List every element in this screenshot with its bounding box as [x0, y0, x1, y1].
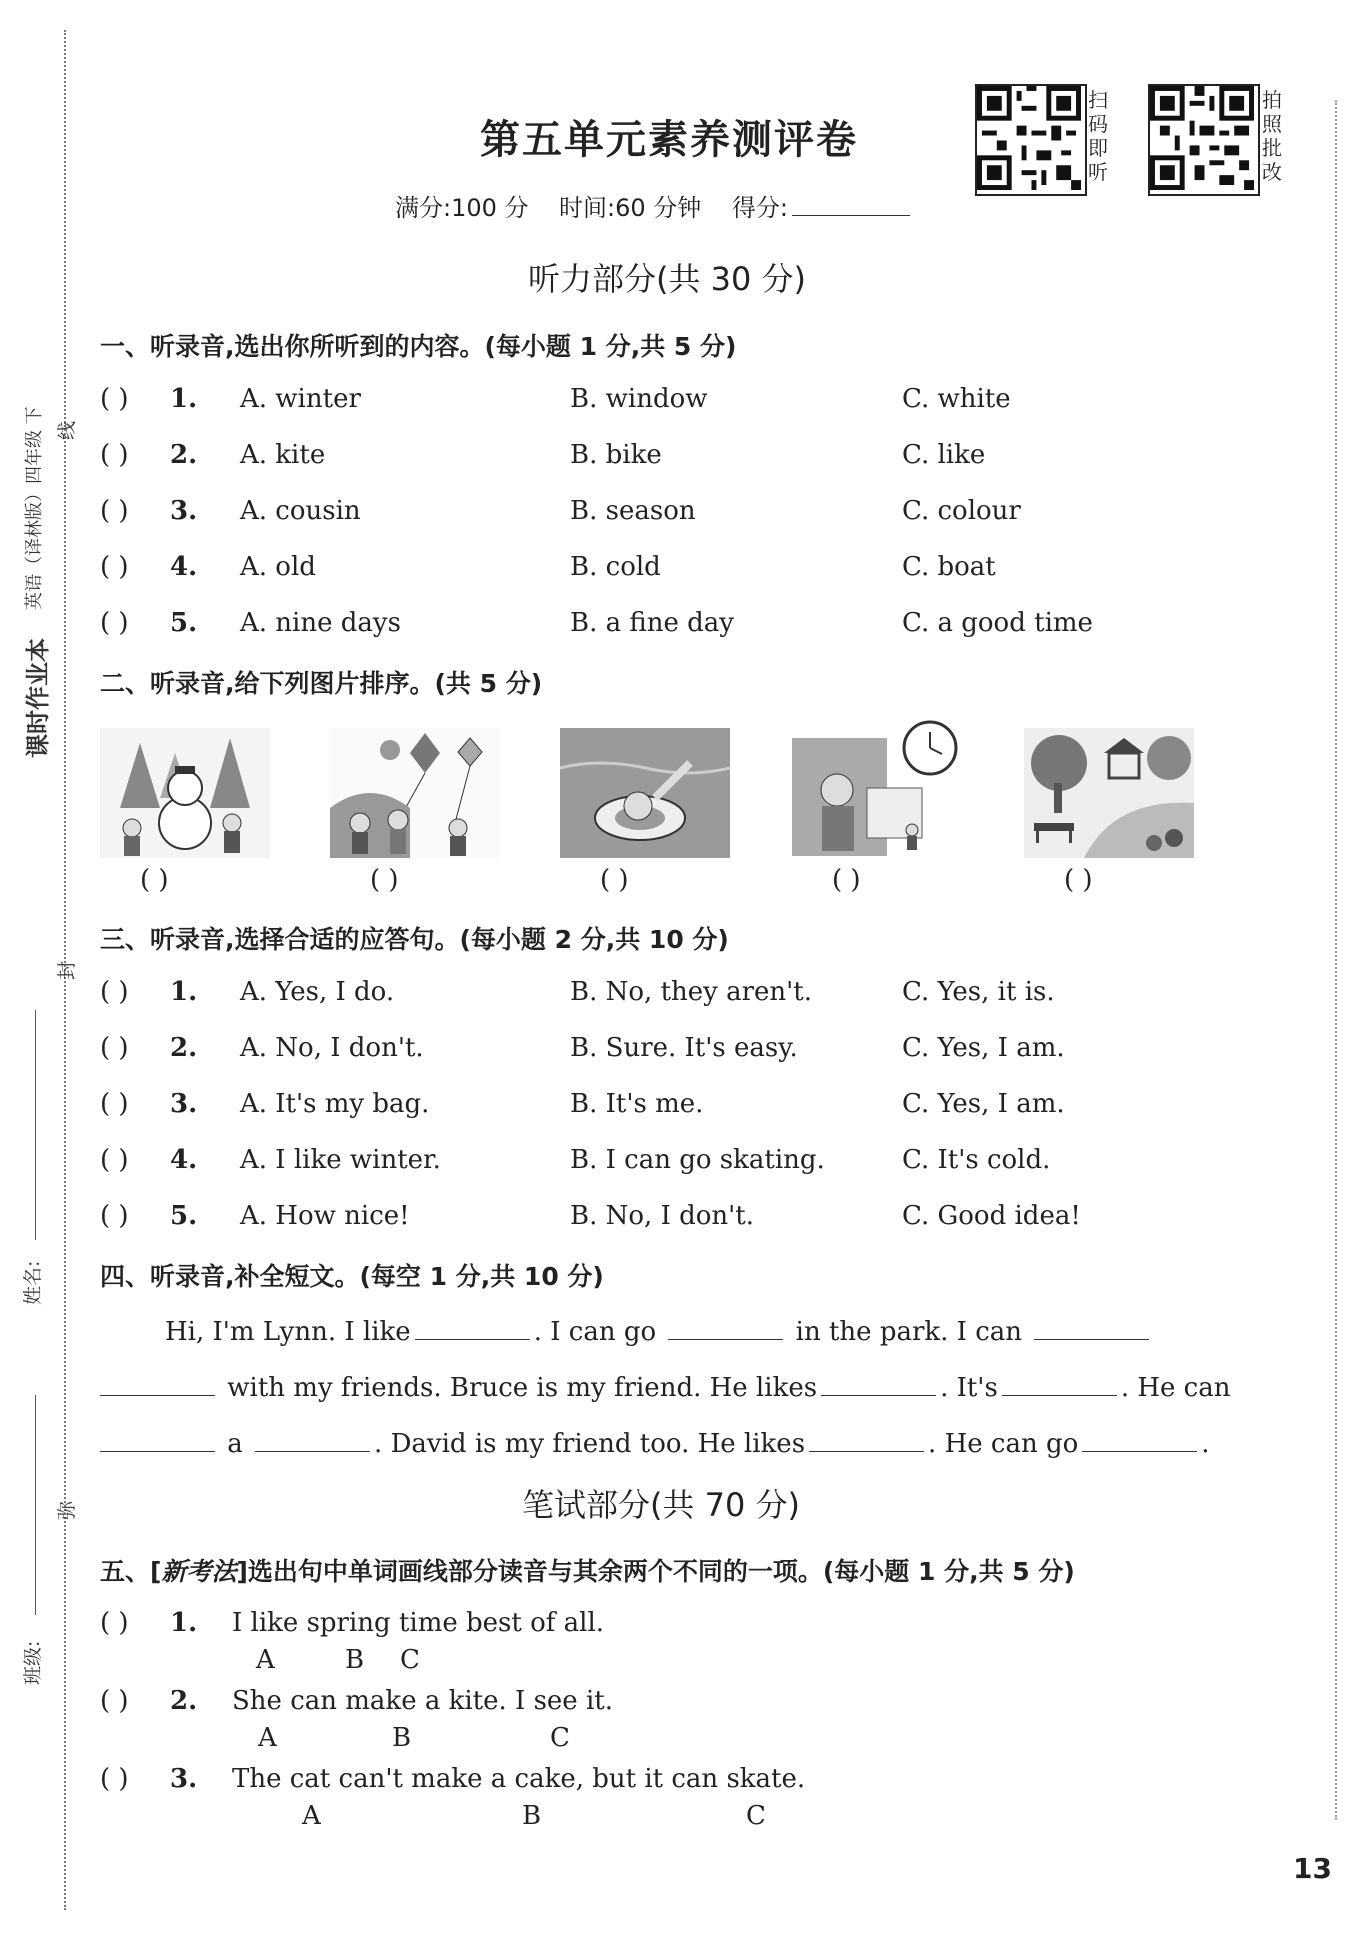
question-number: 3. [170, 496, 198, 526]
class-line[interactable] [35, 1395, 36, 1615]
writing-header: 笔试部分(共 70 分) [522, 1486, 801, 1524]
cloze-blank[interactable] [668, 1315, 783, 1340]
letter-b: B [392, 1723, 412, 1753]
snowman-picture [100, 728, 270, 858]
letter-a: A [258, 1723, 277, 1753]
option-c: C. It's cold. [902, 1145, 1051, 1175]
option-a: A. How nice! [240, 1201, 410, 1231]
qr-grade-label [1262, 88, 1286, 184]
answer-paren[interactable]: ( ) [100, 1201, 129, 1231]
option-c: C. white [902, 384, 1011, 414]
cloze-blank[interactable] [1002, 1371, 1117, 1396]
cloze-text: . He can [1120, 1373, 1231, 1403]
letter-b: B [345, 1645, 365, 1675]
sentence: She can make a kite. I see it. [232, 1686, 613, 1716]
listening-header: 听力部分(共 30 分) [528, 260, 807, 298]
question-number: 2. [170, 1686, 198, 1716]
question-row [100, 1089, 1250, 1129]
answer-paren[interactable]: ( ) [100, 496, 129, 526]
question-row [100, 440, 1250, 480]
question-number: 2. [170, 440, 198, 470]
question-row [100, 496, 1250, 536]
answer-paren[interactable]: ( ) [100, 384, 129, 414]
question-row [100, 1145, 1250, 1185]
binding-strip [0, 0, 95, 1938]
answer-paren[interactable]: ( ) [100, 552, 129, 582]
option-a: A. I like winter. [240, 1145, 441, 1175]
option-a: A. old [240, 552, 316, 582]
option-b: B. Sure. It's easy. [570, 1033, 798, 1063]
section-4-title: 四、听录音,补全短文。(每空 1 分,共 10 分) [100, 1262, 604, 1291]
question-number: 5. [170, 1201, 198, 1231]
cloze-text: . It's [940, 1373, 998, 1403]
question-row [100, 1686, 1250, 1726]
cloze-blank[interactable] [415, 1315, 530, 1340]
letter-c: C [400, 1645, 420, 1675]
score-blank[interactable] [792, 215, 910, 216]
kite-flying-picture [330, 728, 500, 858]
qr-right-char: 照 [1262, 112, 1282, 136]
question-row [100, 552, 1250, 592]
option-c: C. like [902, 440, 986, 470]
qr-left-char: 即 [1088, 136, 1108, 160]
letter-c: C [550, 1723, 570, 1753]
question-row [100, 1201, 1250, 1241]
cloze-line-3 [100, 1427, 1210, 1459]
cloze-line-2 [100, 1371, 1230, 1403]
cloze-blank[interactable] [809, 1427, 924, 1452]
xian-label: 线 [56, 420, 78, 440]
option-c: C. Yes, I am. [902, 1033, 1065, 1063]
option-c: C. colour [902, 496, 1021, 526]
cloze-line-1 [165, 1315, 1153, 1347]
answer-paren[interactable]: ( ) [100, 440, 129, 470]
right-dotted-line [1335, 100, 1337, 1820]
cloze-text: . He can go [928, 1429, 1079, 1459]
class-label: 班级: [22, 1640, 44, 1685]
letter-c: C [746, 1801, 766, 1831]
question-row [100, 384, 1250, 424]
option-a: A. kite [240, 440, 326, 470]
cloze-blank[interactable] [255, 1427, 370, 1452]
question-number: 1. [170, 384, 198, 414]
section-5-title [100, 1552, 1075, 1588]
question-row [100, 608, 1250, 648]
subject-vertical: 英语（译林版）四年级 下 [24, 406, 45, 610]
mi-label: 弥 [56, 1500, 78, 1520]
name-label: 姓名: [22, 1260, 44, 1305]
question-number: 4. [170, 1145, 198, 1175]
section-5-prefix: 五、[ [100, 1557, 162, 1586]
answer-paren[interactable]: ( ) [100, 1145, 129, 1175]
name-line[interactable] [35, 1010, 36, 1240]
question-number: 1. [170, 977, 198, 1007]
cloze-text: Hi, I'm Lynn. I like [165, 1317, 411, 1347]
qr-right-char: 拍 [1262, 88, 1282, 112]
option-b: B. bike [570, 440, 662, 470]
answer-paren[interactable]: ( ) [100, 977, 129, 1007]
question-row [100, 1608, 1250, 1648]
answer-paren[interactable]: ( ) [100, 1764, 129, 1794]
answer-paren[interactable]: ( ) [100, 1089, 129, 1119]
letter-b: B [522, 1801, 542, 1831]
question-row [100, 977, 1250, 1017]
option-b: B. No, I don't. [570, 1201, 755, 1231]
cloze-blank[interactable] [821, 1371, 936, 1396]
letter-a: A [302, 1801, 321, 1831]
question-number: 3. [170, 1764, 198, 1794]
answer-paren[interactable]: ( ) [100, 1686, 129, 1716]
qr-left-char: 扫 [1088, 88, 1108, 112]
cloze-text: with my friends. Bruce is my friend. He likes [227, 1373, 818, 1403]
option-b: B. a fine day [570, 608, 734, 638]
question-number: 4. [170, 552, 198, 582]
qr-right-char: 改 [1262, 160, 1282, 184]
picture-paren[interactable]: ( ) [832, 865, 861, 895]
option-a: A. winter [240, 384, 361, 414]
option-a: A. No, I don't. [240, 1033, 424, 1063]
time-limit: 时间:60 分钟 [559, 194, 702, 222]
score-meta [395, 188, 910, 223]
section-2-title: 二、听录音,给下列图片排序。(共 5 分) [100, 669, 543, 698]
option-c: C. boat [902, 552, 996, 582]
cloze-blank[interactable] [1034, 1315, 1149, 1340]
picture-paren[interactable]: ( ) [1064, 865, 1093, 895]
sentence: I like spring time best of all. [232, 1608, 605, 1638]
option-a: A. nine days [240, 608, 401, 638]
cloze-blank[interactable] [100, 1371, 215, 1396]
brand-vertical: 课时作业本 [24, 638, 52, 758]
score-label: 得分: [731, 194, 788, 222]
option-c: C. Good idea! [902, 1201, 1081, 1231]
cloze-text: . David is my friend too. He likes [374, 1429, 806, 1459]
clock-boy-picture [792, 718, 962, 848]
sentence: The cat can't make a cake, but it can skate. [232, 1764, 806, 1794]
page-title: 第五单元素养测评卷 [480, 116, 858, 163]
option-c: C. Yes, it is. [902, 977, 1055, 1007]
option-b: B. season [570, 496, 696, 526]
answer-paren[interactable]: ( ) [100, 608, 129, 638]
cloze-text: . I can go [533, 1317, 657, 1347]
section-3-title: 三、听录音,选择合适的应答句。(每小题 2 分,共 10 分) [100, 925, 729, 954]
question-number: 5. [170, 608, 198, 638]
option-a: A. cousin [240, 496, 361, 526]
option-c: C. a good time [902, 608, 1093, 638]
section-5-text: ]选出句中单词画线部分读音与其余两个不同的一项。(每小题 1 分,共 5 分) [236, 1557, 1075, 1586]
swimming-picture [560, 728, 730, 858]
feng-label: 封 [56, 960, 78, 980]
qr-listen-label [1088, 88, 1112, 184]
option-b: B. window [570, 384, 708, 414]
option-b: B. I can go skating. [570, 1145, 825, 1175]
option-c: C. Yes, I am. [902, 1089, 1065, 1119]
option-a: A. It's my bag. [240, 1089, 430, 1119]
question-number: 2. [170, 1033, 198, 1063]
section-1-title: 一、听录音,选出你所听到的内容。(每小题 1 分,共 5 分) [100, 332, 737, 361]
option-b: B. It's me. [570, 1089, 704, 1119]
option-b: B. No, they aren't. [570, 977, 813, 1007]
picture-paren[interactable]: ( ) [600, 865, 629, 895]
cloze-blank[interactable] [1082, 1427, 1197, 1452]
option-a: A. Yes, I do. [240, 977, 395, 1007]
answer-paren[interactable]: ( ) [100, 1033, 129, 1063]
park-picture [1024, 728, 1194, 858]
picture-paren[interactable]: ( ) [140, 865, 169, 895]
question-number: 1. [170, 1608, 198, 1638]
qr-code-listen[interactable] [975, 84, 1087, 196]
qr-left-char: 码 [1088, 112, 1108, 136]
full-score: 满分:100 分 [395, 194, 529, 222]
question-number: 3. [170, 1089, 198, 1119]
cloze-text: . [1201, 1429, 1210, 1459]
option-b: B. cold [570, 552, 661, 582]
new-method-tag: 新考法 [161, 1557, 237, 1586]
letter-a: A [256, 1645, 275, 1675]
cloze-text: a [227, 1429, 243, 1459]
cloze-blank[interactable] [100, 1427, 215, 1452]
qr-left-char: 听 [1088, 160, 1108, 184]
question-row [100, 1764, 1250, 1804]
page-number: 13 [1293, 1852, 1332, 1885]
answer-paren[interactable]: ( ) [100, 1608, 129, 1638]
question-row [100, 1033, 1250, 1073]
qr-right-char: 批 [1262, 136, 1282, 160]
picture-paren[interactable]: ( ) [370, 865, 399, 895]
qr-code-grade[interactable] [1148, 84, 1260, 196]
cloze-text: in the park. I can [795, 1317, 1023, 1347]
